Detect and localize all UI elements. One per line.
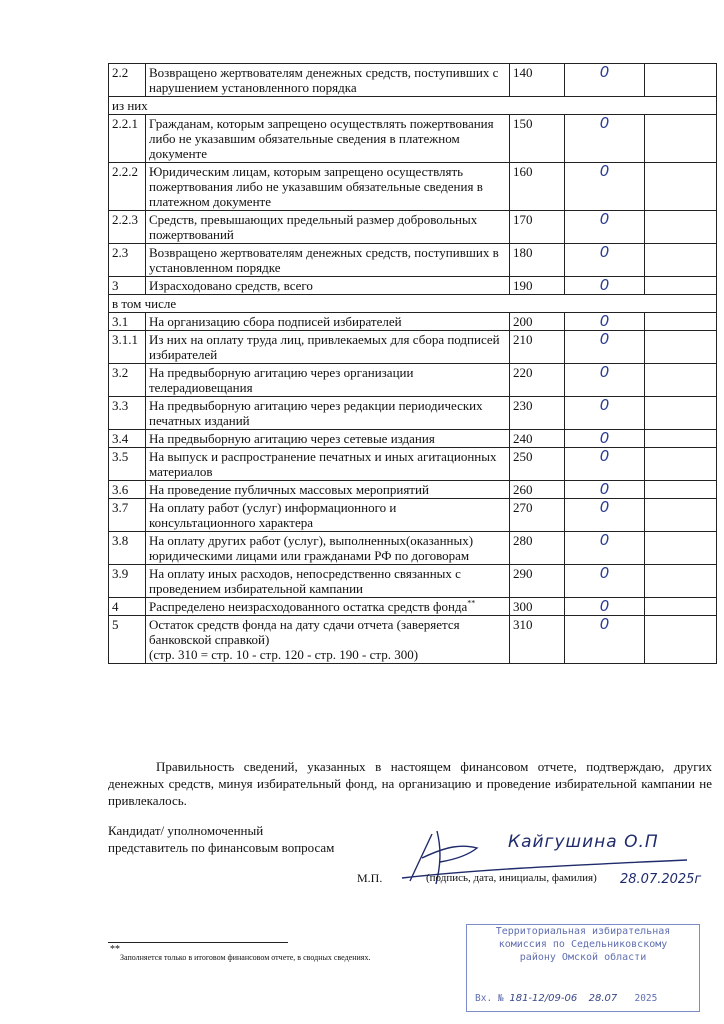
row-code: 5 [109, 616, 146, 664]
row-empty-cell [645, 364, 717, 397]
row-label [146, 277, 510, 295]
row-label [146, 448, 510, 481]
table-section-row [109, 295, 717, 313]
row-empty-cell [645, 397, 717, 430]
row-label-text: На оплату других работ (услуг), выполненных(оказанных) юридическими лицами или гражданами РФ по договорам [149, 533, 474, 563]
row-label [146, 481, 510, 499]
row-empty-cell [645, 244, 717, 277]
row-label-text: На оплату иных расходов, непосредственно связанных с проведением избирательной кампании [149, 566, 461, 596]
table-row [109, 331, 717, 364]
row-empty-cell [645, 163, 717, 211]
row-line-code: 230 [510, 397, 565, 430]
row-empty-cell [645, 499, 717, 532]
row-label-text: Средств, превышающих предельный размер добровольных пожертвований [149, 212, 478, 242]
confirmation-text: Правильность сведений, указанных в настоящем финансовом отчете, подтверждаю, других денежных средств, минуя избирательный фонд, на организацию и проведение избирательной кампании не привлекалось. [108, 759, 712, 808]
signature-caption: (подпись, дата, инициалы, фамилия) [426, 872, 597, 884]
row-line-code: 280 [510, 532, 565, 565]
row-code: 3.5 [109, 448, 146, 481]
row-amount: 0 [565, 211, 645, 244]
row-amount: 0 [565, 64, 645, 97]
section-label: в том числе [109, 295, 717, 313]
row-empty-cell [645, 277, 717, 295]
table-row [109, 277, 717, 295]
table-row [109, 211, 717, 244]
row-line-code: 220 [510, 364, 565, 397]
mp-label: М.П. [357, 871, 383, 885]
row-empty-cell [645, 313, 717, 331]
signer-label [108, 822, 334, 856]
row-code: 3.1 [109, 313, 146, 331]
row-empty-cell [645, 532, 717, 565]
row-line-code: 250 [510, 448, 565, 481]
row-label-text: На оплату работ (услуг) информационного и консультационного характера [149, 500, 397, 530]
row-label-text: Юридическим лицам, которым запрещено осуществлять пожертвования либо не указавшим обязательные сведения в платежном документе [149, 164, 483, 209]
section-label: из них [109, 97, 717, 115]
footnote-divider [108, 942, 288, 943]
stamp-incoming-prefix: Вх. № [475, 993, 504, 1004]
registration-stamp [466, 924, 700, 1012]
row-amount: 0 [565, 532, 645, 565]
row-label [146, 532, 510, 565]
row-empty-cell [645, 115, 717, 163]
row-amount: 0 [565, 430, 645, 448]
row-label [146, 211, 510, 244]
row-amount: 0 [565, 565, 645, 598]
row-label-text: На предвыборную агитацию через редакции периодических печатных изданий [149, 398, 483, 428]
finance-table [108, 63, 717, 664]
row-amount: 0 [565, 313, 645, 331]
row-line-code: 260 [510, 481, 565, 499]
row-label-text: Возвращено жертвователям денежных средств, поступивших в установленном порядке [149, 245, 499, 275]
table-row [109, 430, 717, 448]
row-empty-cell [645, 430, 717, 448]
row-label-text: Гражданам, которым запрещено осуществлять пожертвования либо не указавшим обязательные сведения в платежном документе [149, 116, 494, 161]
row-label [146, 565, 510, 598]
row-line-code: 300 [510, 598, 565, 616]
table-row [109, 397, 717, 430]
row-code: 2.2.1 [109, 115, 146, 163]
row-line-code: 290 [510, 565, 565, 598]
stamp-incoming-number: 181-12/09-06 [509, 993, 578, 1004]
row-amount: 0 [565, 481, 645, 499]
row-line-code: 270 [510, 499, 565, 532]
table-row [109, 163, 717, 211]
row-label [146, 163, 510, 211]
row-line-code: 310 [510, 616, 565, 664]
row-empty-cell [645, 565, 717, 598]
row-label [146, 364, 510, 397]
row-label [146, 244, 510, 277]
table-row [109, 499, 717, 532]
stamp-line-2: комиссия по Седельниковскому [498, 939, 668, 950]
table-row [109, 616, 717, 664]
signature-date: 28.07.2025г [620, 872, 702, 887]
row-amount: 0 [565, 115, 645, 163]
row-label-text: На выпуск и распространение печатных и иных агитационных материалов [149, 449, 497, 479]
row-code: 3.4 [109, 430, 146, 448]
stamp-incoming-year: 2025 [634, 993, 658, 1004]
stamp-incoming [475, 992, 657, 1005]
stamp-line-1: Территориальная избирательная [495, 926, 671, 937]
row-amount: 0 [565, 397, 645, 430]
row-empty-cell [645, 64, 717, 97]
row-code: 2.2.2 [109, 163, 146, 211]
row-label [146, 499, 510, 532]
row-amount: 0 [565, 499, 645, 532]
row-amount: 0 [565, 598, 645, 616]
row-line-code: 160 [510, 163, 565, 211]
row-empty-cell [645, 448, 717, 481]
row-label [146, 430, 510, 448]
row-empty-cell [645, 331, 717, 364]
row-amount: 0 [565, 448, 645, 481]
row-label-text: Остаток средств фонда на дату сдачи отчета (заверяется банковской справкой) [149, 617, 460, 647]
table-row [109, 244, 717, 277]
row-label-formula: (стр. 310 = стр. 10 - стр. 120 - стр. 190 - стр. 300) [149, 647, 419, 662]
row-empty-cell [645, 616, 717, 664]
table-row [109, 364, 717, 397]
row-label-text: На организацию сбора подписей избирателей [149, 314, 402, 329]
row-label [146, 313, 510, 331]
row-amount: 0 [565, 616, 645, 664]
table-row [109, 313, 717, 331]
row-label-text: На предвыборную агитацию через организации телерадиовещания [149, 365, 414, 395]
row-label-text: Израсходовано средств, всего [149, 278, 313, 293]
table-row [109, 64, 717, 97]
footnote-text: Заполняется только в итоговом финансовом отчете, в сводных сведениях. [120, 953, 371, 962]
row-code: 3.8 [109, 532, 146, 565]
footnote-ref: ** [467, 598, 476, 608]
row-line-code: 150 [510, 115, 565, 163]
row-label-text: На проведение публичных массовых мероприятий [149, 482, 429, 497]
row-line-code: 140 [510, 64, 565, 97]
row-amount: 0 [565, 364, 645, 397]
row-code: 2.3 [109, 244, 146, 277]
row-code: 2.2.3 [109, 211, 146, 244]
row-label-text: Из них на оплату труда лиц, привлекаемых для сбора подписей избирателей [149, 332, 500, 362]
table-row [109, 481, 717, 499]
stamp-incoming-date: 28.07 [588, 993, 618, 1004]
signer-line-2: представитель по финансовым вопросам [108, 840, 335, 855]
row-label [146, 598, 510, 616]
table-section-row [109, 97, 717, 115]
footnote-mark: ** [110, 944, 120, 955]
row-amount: 0 [565, 331, 645, 364]
finance-table-body [109, 64, 717, 664]
row-label [146, 64, 510, 97]
row-code: 3.7 [109, 499, 146, 532]
row-line-code: 190 [510, 277, 565, 295]
row-empty-cell [645, 481, 717, 499]
row-line-code: 170 [510, 211, 565, 244]
row-line-code: 180 [510, 244, 565, 277]
table-row [109, 115, 717, 163]
stamp-line-3: району Омской области [519, 952, 647, 963]
signer-line-1: Кандидат/ уполномоченный [108, 823, 264, 838]
row-line-code: 200 [510, 313, 565, 331]
row-code: 2.2 [109, 64, 146, 97]
row-label [146, 331, 510, 364]
row-amount: 0 [565, 163, 645, 211]
row-label [146, 115, 510, 163]
table-row [109, 598, 717, 616]
row-label-text: На предвыборную агитацию через сетевые издания [149, 431, 435, 446]
row-empty-cell [645, 211, 717, 244]
row-label [146, 616, 510, 664]
row-code: 3.1.1 [109, 331, 146, 364]
row-label [146, 397, 510, 430]
row-line-code: 210 [510, 331, 565, 364]
row-label-text: Возвращено жертвователям денежных средств, поступивших с нарушением установленного порядка [149, 65, 499, 95]
row-code: 3.3 [109, 397, 146, 430]
table-row [109, 565, 717, 598]
table-row [109, 448, 717, 481]
row-line-code: 240 [510, 430, 565, 448]
row-empty-cell [645, 598, 717, 616]
row-amount: 0 [565, 244, 645, 277]
row-code: 3.2 [109, 364, 146, 397]
row-code: 4 [109, 598, 146, 616]
signature-name: Кайгушина О.П [508, 832, 659, 852]
row-code: 3.6 [109, 481, 146, 499]
table-row [109, 532, 717, 565]
row-code: 3 [109, 277, 146, 295]
row-amount: 0 [565, 277, 645, 295]
row-label-text: Распределено неизрасходованного остатка средств фонда [149, 599, 468, 614]
row-code: 3.9 [109, 565, 146, 598]
